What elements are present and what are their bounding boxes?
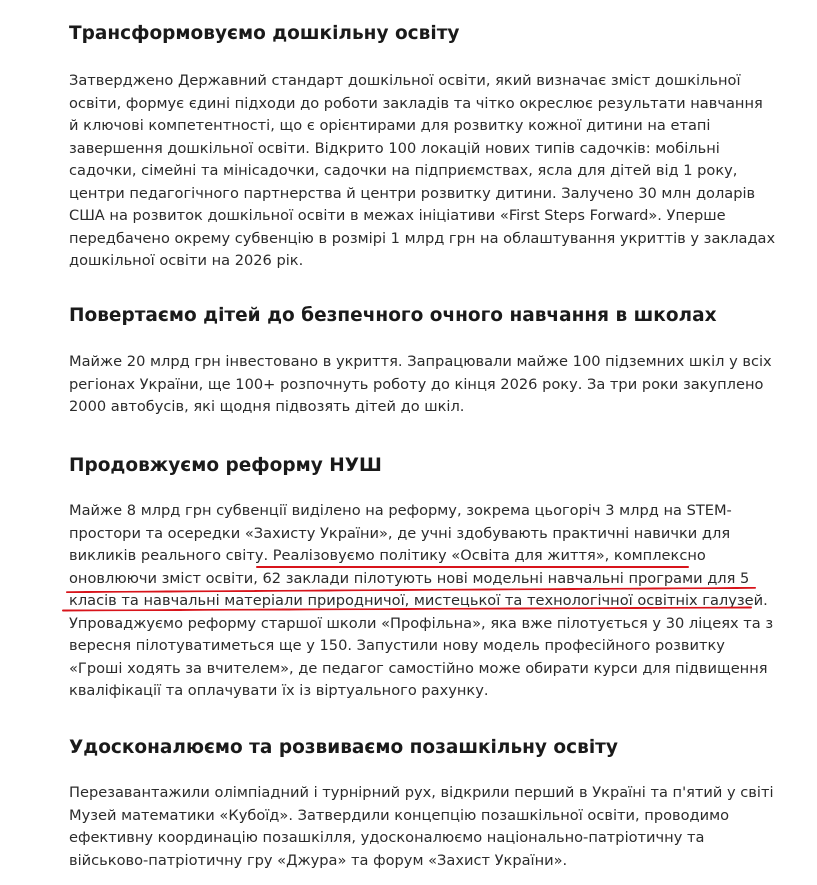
text-line: «Гроші ходять за вчителем», де педагог самостійно може обирати курси для підвищення <box>69 659 768 677</box>
text-line: передбачено окрему субвенцію в розмірі 1 млрд грн на облаштування укриттів у закладах <box>69 229 776 247</box>
text-line: США на розвиток дошкільної освіти в межах ініціативи «First Steps Forward». Уперше <box>69 207 726 224</box>
text-line: Затверджено Державний стандарт дошкільної освіти, який визначає зміст дошкільної <box>69 72 741 89</box>
highlighted-text-line: оновлюючи зміст освіти, 62 заклади пілотують нові модельні навчальні програми для 5 <box>69 569 750 587</box>
text-line: кваліфікації та оплачувати їх із віртуального рахунку. <box>69 682 489 699</box>
red-underline-annotation <box>256 566 689 568</box>
highlighted-text: Реалізовуємо політику «Освіта для життя», комплексно <box>272 547 706 564</box>
text-line: 2000 автобусів, які щодня підвозять дітей до шкіл. <box>69 398 465 415</box>
text-line: Упроваджуємо реформу старшої школи «Профільна», яка вже пілотується у 30 ліцеях та з <box>69 614 774 632</box>
text-line: військово-патріотичну гру «Джура» та форум «Захист України». <box>69 851 568 869</box>
highlighted-text-line: класів та навчальні матеріали природничої, мистецької та технологічної освітніх галузей. <box>69 592 768 609</box>
text-line: центри педагогічного партнерства й центри розвитку дитини. Залучено 30 млн доларів <box>69 184 756 202</box>
text-line: освіти, формує єдині підходи до роботи закладів та чітко окреслює результати навчання <box>69 94 763 112</box>
section-title-preschool: Трансформовуємо дошкільну освіту <box>69 23 460 44</box>
text-line: й ключові компетентності, що є орієнтирами для розвитку кожної дитини на етапі <box>69 117 711 134</box>
section-title-nus: Продовжуємо реформу НУШ <box>69 455 382 476</box>
text-line: регіонах України, ще 100+ розпочнуть роботу до кінця 2026 року. За три роки закуплено <box>69 375 764 393</box>
text-line: дошкільної освіти на 2026 рік. <box>69 252 304 269</box>
text-segment: викликів реального світу. <box>69 547 273 564</box>
paragraph-preschool <box>69 70 775 273</box>
section-title-extracurricular: Удосконалюємо та розвиваємо позашкільну освіту <box>69 737 618 758</box>
text-line <box>69 545 773 568</box>
text-line: вересня пілотуватиметься ще у 150. Запустили нову модель професійного розвитку <box>69 637 725 654</box>
paragraph-extracurricular <box>69 782 774 872</box>
text-line: Перезавантажили олімпіадний і турнірний рух, відкрили перший в Україні та п'ятий у світі <box>69 784 774 801</box>
text-line: Майже 8 млрд грн субвенції виділено на реформу, зокрема цьогоріч 3 млрд на STEM- <box>69 502 732 519</box>
text-line: садочки, сімейні та мінісадочки, садочки на підприємствах, ясла для дітей від 1 року, <box>69 162 738 179</box>
text-line: Музей математики «Кубоїд». Затвердили концепцію позашкільної освіти, проводимо <box>69 806 730 824</box>
text-line: Майже 20 млрд грн інвестовано в укриття. Запрацювали майже 100 підземних шкіл у всіх <box>69 353 772 370</box>
text-line: простори та осередки «Захисту України», де учні здобувають практичні навички для <box>69 524 731 542</box>
text-line: завершення дошкільної освіти. Відкрито 100 локацій нових типів садочків: мобільні <box>69 139 720 157</box>
paragraph-nus <box>69 500 773 703</box>
text-line: ефективну координацію позашкілля, удосконалюємо національно-патріотичну та <box>69 829 705 846</box>
section-title-schools: Повертаємо дітей до безпечного очного навчання в школах <box>69 305 717 326</box>
paragraph-schools <box>69 351 772 419</box>
